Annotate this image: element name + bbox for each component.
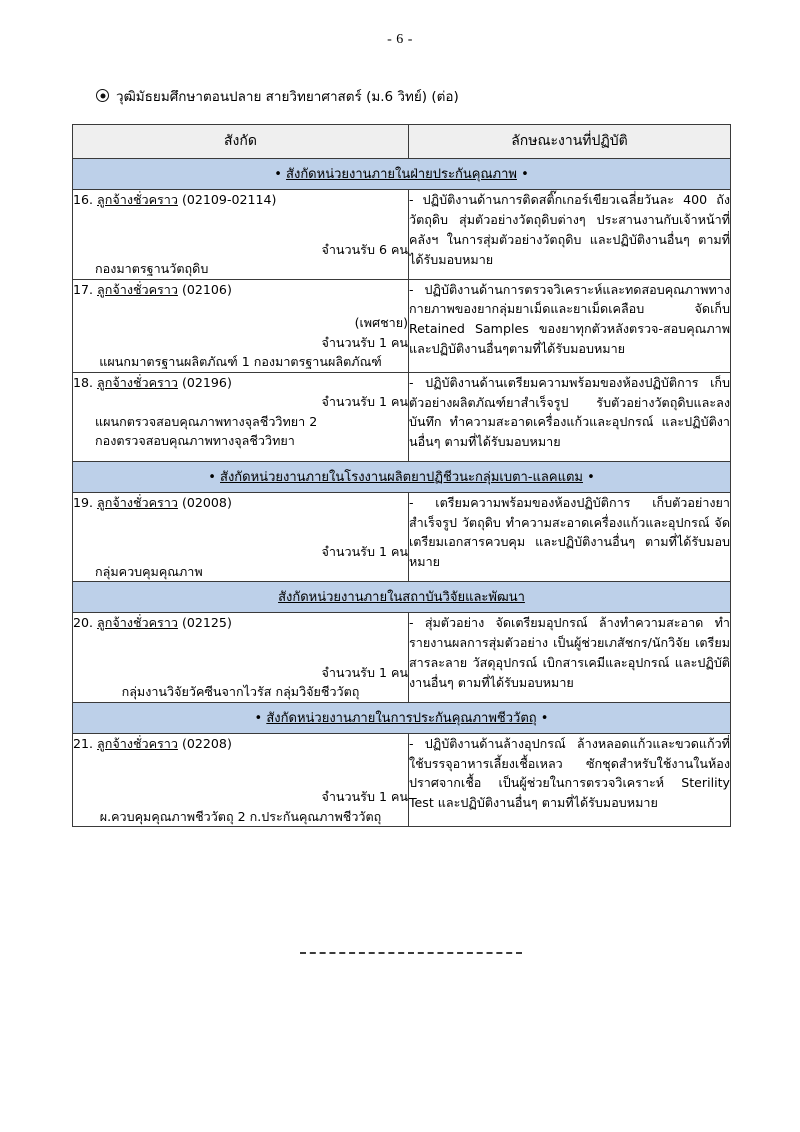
section-header-row — [73, 159, 731, 190]
position-title-line — [73, 493, 408, 513]
job-description-text: - เตรียมความพร้อมของห้องปฏิบัติการ เก็บตัวอย่างยาสำเร็จรูป วัตถุดิบ ทำความสะอาดเครื่องแก้วและอุปกรณ์ จัดเตรียมเอกสารควบคุม และปฏิบัติงานอื่นๆ ตามที่ได้รับมอบหมาย — [409, 494, 730, 570]
section-header-cell — [73, 702, 731, 733]
position-name: ลูกจ้างชั่วคราว — [97, 374, 178, 390]
vacancy-count: จำนวนรับ 6 คน — [321, 241, 408, 257]
row-number: 17. — [73, 281, 94, 297]
footer-dashed-divider — [300, 952, 522, 954]
table-row — [73, 372, 731, 461]
column-header-job-description: ลักษณะงานที่ปฏิบัติ — [409, 125, 731, 159]
table-header-row — [73, 125, 731, 159]
document-heading-text: วุฒิมัธยมศึกษาตอนปลาย สายวิทยาศาสตร์ (ม.6 วิทย์) (ต่อ) — [116, 89, 459, 105]
spacer — [73, 299, 408, 313]
section-dot-suffix: • — [587, 469, 595, 485]
spacer — [73, 512, 408, 542]
section-header-text: สังกัดหน่วยงานภายในโรงงานผลิตยาปฏิชีวนะกลุ่มเบตา-แลคแตม — [220, 469, 583, 485]
section-header-row — [73, 461, 731, 492]
vacancy-count: จำนวนรับ 1 คน — [321, 544, 408, 560]
section-header-cell — [73, 582, 731, 613]
job-description-cell — [409, 372, 731, 461]
row-number: 20. — [73, 615, 94, 631]
affiliation-cell — [73, 492, 409, 582]
position-title-line — [73, 280, 408, 300]
document-heading — [96, 88, 459, 105]
affiliation-cell — [73, 613, 409, 703]
gender-requirement: (เพศชาย) — [354, 315, 408, 331]
vacancy-count: จำนวนรับ 1 คน — [321, 664, 408, 680]
affiliation-cell — [73, 372, 409, 461]
job-description-text: - ปฏิบัติงานด้านการติดสติ๊กเกอร์เขียวเฉลี่ยวันละ 400 ถังวัตถุดิบ สุ่มตัวอย่างวัตถุดิบต่างๆ ประสานงานกับเจ้าหน้าที่คลังฯ ในการสุ่มตัวอย่างวัตถุดิบ และปฏิบัติงานอื่นๆ ตามที่ได้รับมอบหมาย — [409, 192, 730, 267]
position-title-line — [73, 373, 408, 393]
unit-name: ผ.ควบคุมคุณภาพชีววัตถุ 2 ก.ประกันคุณภาพชีววัตถุ — [99, 808, 382, 824]
position-code: (02125) — [181, 615, 232, 631]
job-description-cell — [409, 279, 731, 372]
job-listing-table — [72, 124, 731, 827]
row-number: 19. — [73, 494, 94, 510]
position-code: (02106) — [181, 281, 232, 297]
table-row — [73, 279, 731, 372]
job-description-cell — [409, 190, 731, 280]
section-header-row — [73, 582, 731, 613]
position-name: ลูกจ้างชั่วคราว — [97, 615, 178, 631]
section-dot-prefix: • — [274, 167, 282, 182]
job-description-text: - ปฏิบัติงานด้านเตรียมความพร้อมของห้องปฏิบัติการ เก็บตัวอย่างผลิตภัณฑ์ยาสำเร็จรูป รับตัวอย่างวัตถุดิบและลงบันทึก ทำความสะอาดเครื่องแก้วและอุปกรณ์ และปฏิบัติงานอื่นๆ ตามที่ได้รับมอบหมาย — [409, 374, 730, 450]
job-description-text: - สุ่มตัวอย่าง จัดเตรียมอุปกรณ์ ล้างทำความสะอาด ทำรายงานผลการสุ่มตัวอย่าง เป็นผู้ช่วยเภสัชกร/นักวิจัย เตรียมสารละลาย วัสดุอุปกรณ์ เบิกสารเคมีและอุปกรณ์ และปฏิบัติงานอื่นๆ ตามที่ได้รับมอบหมาย — [409, 615, 730, 690]
job-description-text: - ปฏิบัติงานด้านการตรวจวิเคราะห์และทดสอบคุณภาพทางกายภาพของยากลุ่มยาเม็ดและยาเม็ดเคลือบ จัดเก็บ Retained Samples ของยาทุกตัวหลังตรวจ-สอบคุณภาพและปฏิบัติงานอื่นๆตามที่ได้รับมอบหมาย — [409, 281, 730, 357]
job-description-cell — [409, 733, 731, 827]
position-title-line — [73, 734, 408, 754]
table-row — [73, 733, 731, 827]
section-dot-prefix: • — [254, 710, 263, 726]
job-listing-table-wrapper — [72, 124, 730, 827]
table-row — [73, 492, 731, 582]
affiliation-cell — [73, 190, 409, 280]
section-header-row — [73, 702, 731, 733]
unit-name: แผนกตรวจสอบคุณภาพทางจุลชีววิทยา 2 — [95, 413, 318, 429]
vacancy-count: จำนวนรับ 1 คน — [321, 394, 408, 410]
section-header-text: สังกัดหน่วยงานภายในฝ่ายประกันคุณภาพ — [286, 167, 517, 182]
spacer — [73, 210, 408, 240]
section-dot-suffix: • — [540, 710, 549, 726]
position-name: ลูกจ้างชั่วคราว — [97, 281, 178, 297]
row-number: 18. — [73, 374, 94, 390]
position-name: ลูกจ้างชั่วคราว — [97, 192, 178, 207]
position-code: (02208) — [181, 735, 232, 751]
position-title-line — [73, 613, 408, 633]
job-description-cell — [409, 613, 731, 703]
vacancy-count: จำนวนรับ 1 คน — [321, 334, 408, 350]
job-description-text: - ปฏิบัติงานด้านล้างอุปกรณ์ ล้างหลอดแก้วและขวดแก้วที่ใช้บรรจุอาหารเลี้ยงเชื้อเหลว ซักชุดสำหรับใช้งานในห้องปราศจากเชื้อ เป็นผู้ช่วยในการตรวจวิเคราะห์ Sterility Test และปฏิบัติงานอื่นๆ ตามที่ได้รับมอบหมาย — [409, 735, 730, 811]
job-description-cell — [409, 492, 731, 582]
unit-name: แผนกมาตรฐานผลิตภัณฑ์ 1 กองมาตรฐานผลิตภัณฑ์ — [99, 354, 382, 370]
row-number: 21. — [73, 735, 94, 751]
unit-name: กลุ่มควบคุมคุณภาพ — [95, 563, 203, 579]
position-code: (02109-02114) — [181, 192, 277, 207]
spacer — [73, 633, 408, 663]
unit-name: กลุ่มงานวิจัยวัคซีนจากไวรัส กลุ่มวิจัยชีววัตถุ — [121, 684, 360, 700]
page-number: - 6 - — [387, 32, 413, 47]
column-header-affiliation: สังกัด — [73, 125, 409, 159]
position-name: ลูกจ้างชั่วคราว — [97, 735, 178, 751]
section-header-text: สังกัดหน่วยงานภายในการประกันคุณภาพชีววัตถุ — [266, 710, 537, 726]
table-row — [73, 190, 731, 280]
position-code: (02196) — [181, 374, 232, 390]
vacancy-count: จำนวนรับ 1 คน — [321, 789, 408, 805]
unit-name: กองมาตรฐานวัตถุดิบ — [95, 261, 209, 277]
table-row — [73, 613, 731, 703]
position-code: (02008) — [181, 494, 232, 510]
section-dot-suffix: • — [521, 167, 529, 182]
affiliation-cell — [73, 279, 409, 372]
section-header-cell — [73, 159, 731, 190]
section-header-text: สังกัดหน่วยงานภายในสถาบันวิจัยและพัฒนา — [278, 590, 525, 606]
section-dot-prefix: • — [208, 469, 216, 485]
section-header-cell — [73, 461, 731, 492]
position-name: ลูกจ้างชั่วคราว — [97, 494, 178, 510]
radio-dot-icon — [96, 89, 109, 102]
spacer — [73, 753, 408, 787]
position-title-line — [73, 190, 408, 210]
unit-name-secondary: กองตรวจสอบคุณภาพทางจุลชีววิทยา — [95, 433, 295, 449]
row-number: 16. — [73, 192, 94, 207]
affiliation-cell — [73, 733, 409, 827]
